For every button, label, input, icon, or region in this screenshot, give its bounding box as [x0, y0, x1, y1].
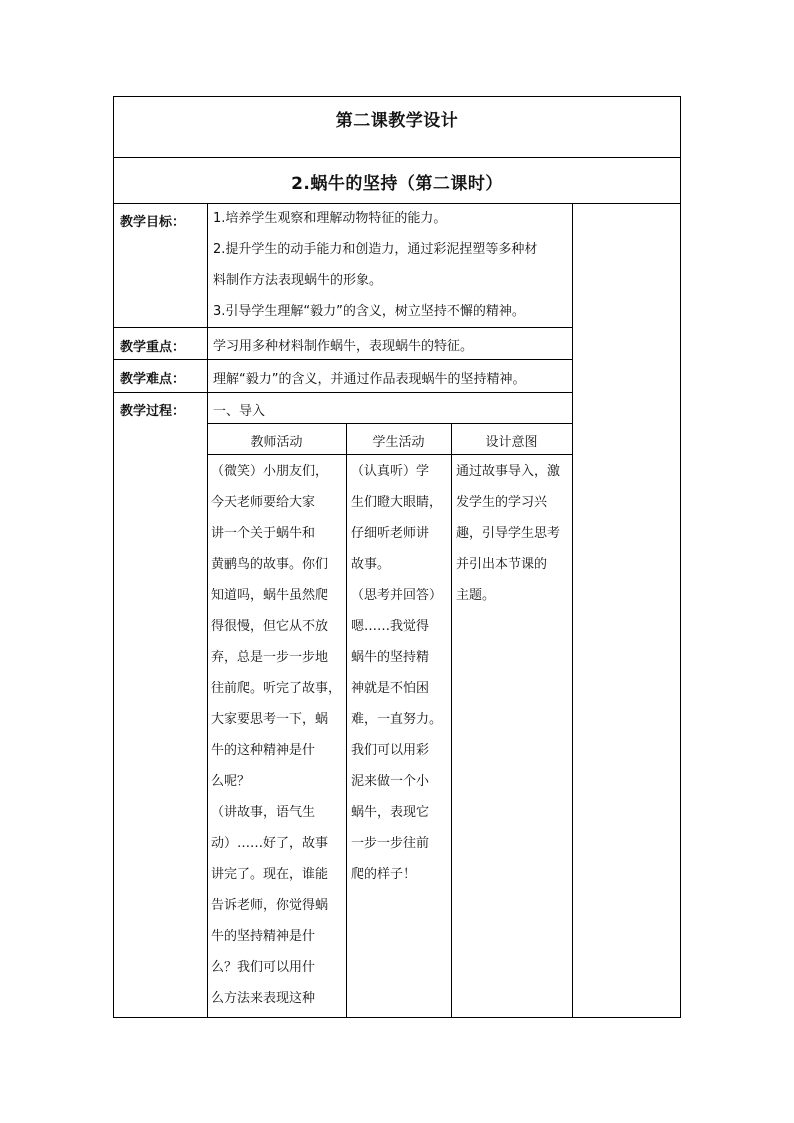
process-section-title: 一、导入 [213, 404, 266, 419]
teacher-line: 么？我们可以用什 [211, 960, 316, 975]
page-title: 第二课教学设计 [335, 111, 459, 131]
lesson-title: 2.蜗牛的坚持（第二课时） [291, 174, 503, 194]
teacher-line: 知道吗，蜗牛虽然爬 [211, 588, 329, 603]
row-divider [207, 423, 572, 424]
student-line: 故事。 [351, 557, 391, 572]
objectives-label: 教学目标： [120, 215, 186, 230]
row-divider [113, 327, 572, 328]
student-line: 我们可以用彩 [351, 743, 430, 758]
student-line: 爬的样子！ [351, 867, 417, 882]
teacher-line: 往前爬。听完了故事， [211, 681, 342, 696]
student-activity-cell [351, 456, 450, 890]
student-line: （思考并回答） [351, 588, 443, 603]
teacher-line: 牛的这种精神是什 [211, 743, 316, 758]
design-intent-cell [456, 456, 571, 611]
student-line: 神就是不怕困 [351, 681, 430, 696]
design-intent-header: 设计意图 [485, 435, 538, 450]
difficulties-text: 理解“毅力”的含义，并通过作品表现蜗牛的坚持精神。 [213, 372, 526, 387]
teacher-line: 牛的坚持精神是什 [211, 929, 316, 944]
intent-line: 通过故事导入，激 [456, 464, 561, 479]
row-divider [207, 454, 572, 455]
teacher-line: 动）……好了，故事 [211, 836, 329, 851]
teacher-activity-header: 教师活动 [250, 435, 303, 450]
student-line: 难，一直努力。 [351, 712, 443, 727]
teacher-line: 大家要思考一下，蜗 [211, 712, 329, 727]
teacher-line: 么方法来表现这种 [211, 991, 316, 1006]
col-divider [572, 203, 573, 1018]
intent-line: 并引出本节课的 [456, 557, 548, 572]
teacher-line: 黄鹂鸟的故事。你们 [211, 557, 329, 572]
table-border-left [113, 96, 114, 1018]
process-label: 教学过程： [120, 404, 186, 419]
teacher-line: 得很慢，但它从不放 [211, 619, 329, 634]
intent-line: 主题。 [456, 588, 496, 603]
student-line: 仔细听老师讲 [351, 526, 430, 541]
intent-line: 发学生的学习兴 [456, 495, 548, 510]
student-line: （认真听）学 [351, 464, 430, 479]
difficulties-label: 教学难点： [120, 372, 186, 387]
col-divider [346, 423, 347, 1018]
objective-item: 2.提升学生的动手能力和创造力，通过彩泥捏塑等多种材 [213, 242, 538, 257]
table-border-right [680, 96, 681, 1018]
teacher-line: （微笑）小朋友们， [211, 464, 329, 479]
student-line: 泥来做一个小 [351, 774, 430, 789]
row-divider [113, 392, 572, 393]
objective-item: 3.引导学生理解“毅力”的含义，树立坚持不懈的精神。 [213, 304, 525, 319]
objectives-list [213, 203, 568, 327]
objective-item: 料制作方法表现蜗牛的形象。 [213, 273, 383, 288]
student-line: 一步一步往前 [351, 836, 430, 851]
row-divider [113, 359, 572, 360]
table-border-bottom [113, 1017, 681, 1018]
student-line: 蜗牛的坚持精 [351, 650, 430, 665]
intent-line: 趣，引导学生思考 [456, 526, 561, 541]
teacher-line: （讲故事，语气生 [211, 805, 316, 820]
col-divider [451, 423, 452, 1018]
teacher-line: 讲一个关于蜗牛和 [211, 526, 316, 541]
student-line: 蜗牛，表现它 [351, 805, 430, 820]
key-points-text: 学习用多种材料制作蜗牛，表现蜗牛的特征。 [213, 339, 474, 354]
key-points-label: 教学重点： [120, 340, 186, 355]
teacher-activity-cell [211, 456, 344, 1014]
student-activity-header: 学生活动 [372, 435, 425, 450]
teacher-line: 弃，总是一步一步地 [211, 650, 329, 665]
student-line: 嗯……我觉得 [351, 619, 430, 634]
row-divider [113, 157, 681, 158]
teacher-line: 告诉老师，你觉得蜗 [211, 898, 329, 913]
teacher-line: 今天老师要给大家 [211, 495, 316, 510]
table-border-top [113, 96, 681, 97]
col-divider [207, 203, 208, 1018]
objective-item: 1.培养学生观察和理解动物特征的能力。 [213, 211, 447, 226]
teacher-line: 讲完了。现在，谁能 [211, 867, 329, 882]
student-line: 生们瞪大眼睛， [351, 495, 443, 510]
teacher-line: 么呢？ [211, 774, 251, 789]
